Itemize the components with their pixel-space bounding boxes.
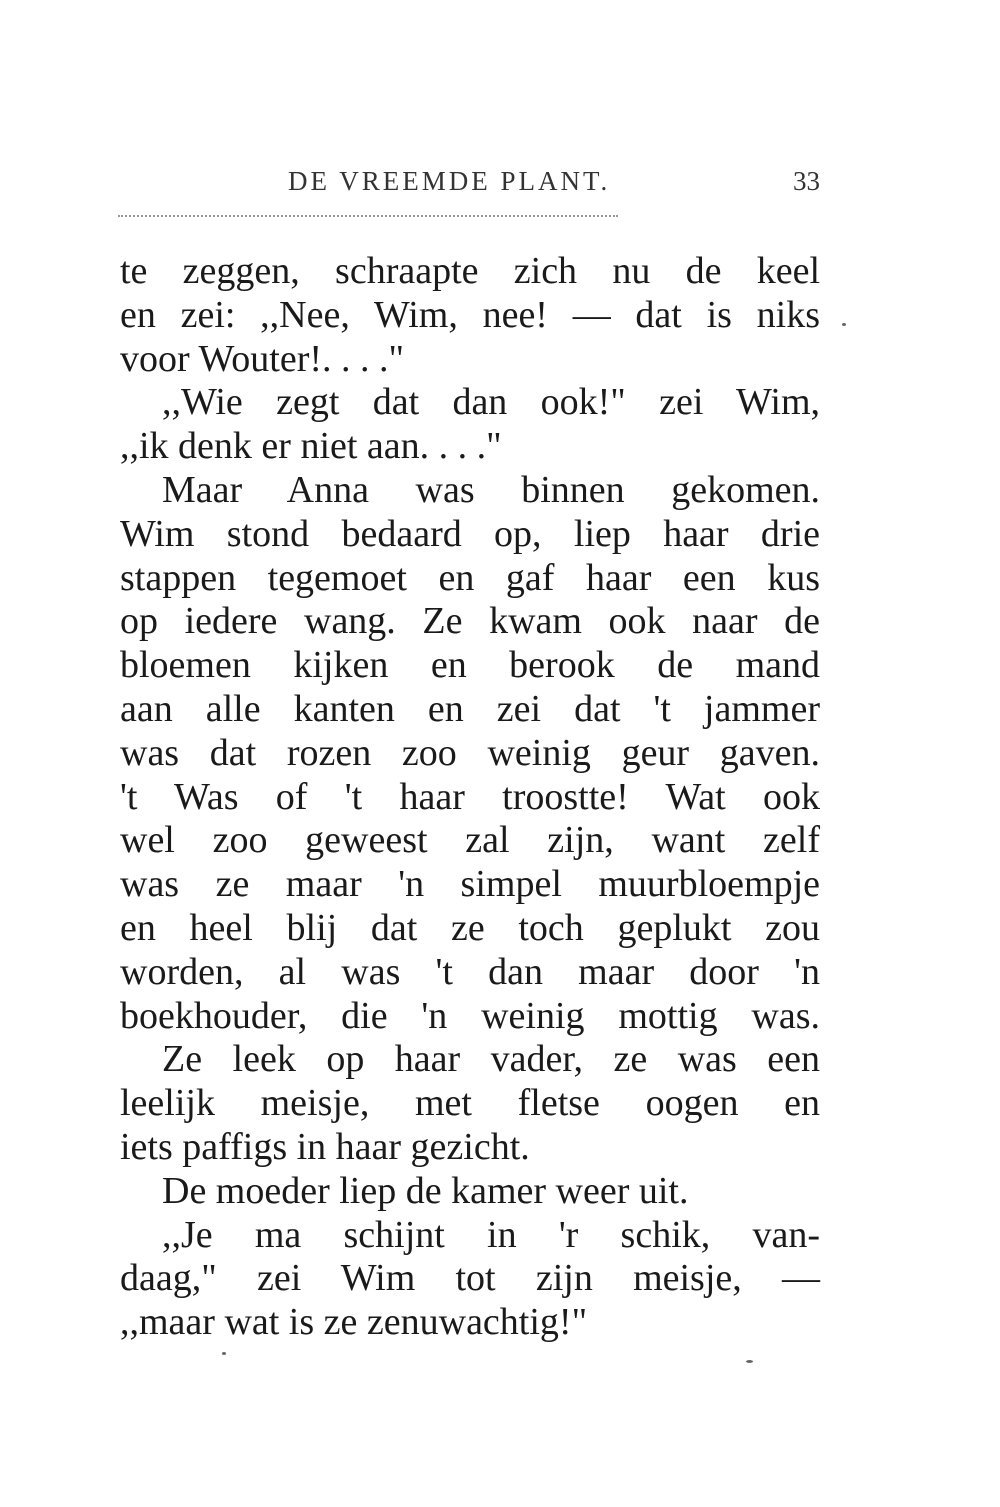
text-line: en heel blij dat ze toch geplukt zou: [120, 906, 820, 949]
text-line: Ze leek op haar vader, ze was een: [162, 1038, 820, 1081]
stray-ink-mark: [746, 1360, 753, 1363]
stray-ink-mark: [222, 1352, 226, 1355]
text-line: wel zoo geweest zal zijn, want zelf: [120, 819, 820, 862]
text-line: ,,maar wat is ze zenuwachtig!": [120, 1301, 588, 1344]
text-line: op iedere wang. Ze kwam ook naar de: [120, 600, 820, 643]
text-line: was ze maar 'n simpel muurbloempje: [120, 863, 820, 906]
text-line: ,,ik denk er niet aan. . . .": [120, 425, 502, 468]
text-line: 't Was of 't haar troostte! Wat ook: [120, 775, 820, 818]
text-line: boekhouder, die 'n weinig mottig was.: [120, 994, 820, 1037]
text-line: ,,Wie zegt dat dan ook!" zei Wim,: [162, 381, 820, 424]
text-line: Wim stond bedaard op, liep haar drie: [120, 512, 820, 555]
running-title: DE VREEMDE PLANT.: [288, 166, 611, 196]
page-number: 33: [793, 166, 820, 196]
text-line: stappen tegemoet en gaf haar een kus: [120, 556, 820, 599]
text-line: worden, al was 't dan maar door 'n: [120, 950, 820, 993]
text-line: De moeder liep de kamer weer uit.: [162, 1169, 689, 1212]
stray-ink-mark: [842, 323, 846, 326]
text-line: te zeggen, schraapte zich nu de keel: [120, 250, 820, 292]
text-line: was dat rozen zoo weinig geur gaven.: [120, 731, 820, 774]
body-text: [120, 250, 820, 1345]
running-head: [120, 166, 820, 206]
text-line: en zei: ,,Nee, Wim, nee! — dat is niks: [120, 293, 820, 336]
text-line: daag," zei Wim tot zijn meisje, —: [120, 1257, 820, 1300]
text-line: leelijk meisje, met fletse oogen en: [120, 1082, 820, 1125]
text-line: Maar Anna was binnen gekomen.: [162, 468, 820, 511]
text-line: bloemen kijken en berook de mand: [120, 644, 820, 687]
text-line: iets paffigs in haar gezicht.: [120, 1125, 530, 1168]
text-line: voor Wouter!. . . .": [120, 337, 405, 380]
text-line: aan alle kanten en zei dat 't jammer: [120, 687, 820, 730]
text-line: ,,Je ma schijnt in 'r schik, van-: [162, 1213, 820, 1256]
header-rule: [118, 215, 618, 217]
